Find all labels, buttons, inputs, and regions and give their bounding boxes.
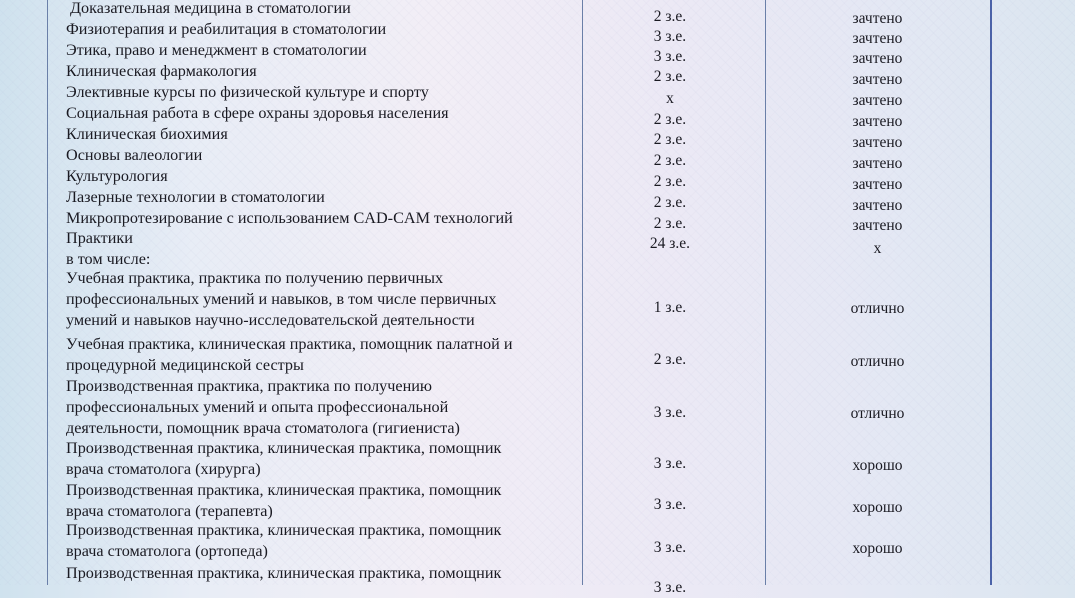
column-rule-left — [47, 0, 48, 585]
discipline-name — [66, 124, 578, 145]
grade-cell: хорошо — [852, 499, 903, 516]
credits-cell: 2 з.е. — [653, 173, 687, 190]
grade-cell: хорошо — [852, 457, 903, 474]
column-rule-credits-grade — [765, 0, 766, 585]
discipline-name-line: Производственная практика, клиническая практика, помощник — [66, 564, 502, 582]
discipline-name-line: врача стоматолога (хирурга) — [66, 460, 261, 478]
discipline-name-line: Основы валеологии — [66, 146, 203, 164]
discipline-name — [66, 228, 578, 270]
discipline-name-line: профессиональных умений и навыков, в том числе первичных — [66, 290, 497, 308]
discipline-name-line: Учебная практика, клиническая практика, помощник палатной и — [66, 335, 513, 353]
discipline-name-line: Микропротезирование с использованием CAD-CAM технологий — [66, 209, 513, 227]
discipline-name-line: Доказательная медицина в стоматологии — [70, 0, 351, 17]
grade-cell: х — [873, 240, 882, 257]
credits-cell: 3 з.е. — [653, 48, 687, 65]
credits-cell: 3 з.е. — [653, 496, 687, 513]
grade-cell: зачтено — [852, 10, 903, 27]
discipline-name — [66, 187, 578, 208]
column-rule-name-credits — [582, 0, 583, 585]
discipline-name — [66, 563, 578, 584]
discipline-name — [66, 145, 578, 166]
discipline-name-line: Производственная практика, клиническая практика, помощник — [66, 481, 502, 499]
discipline-name — [66, 208, 578, 229]
discipline-name — [66, 268, 578, 331]
discipline-name-line: процедурной медицинской сестры — [66, 356, 304, 374]
credits-cell: 2 з.е. — [653, 111, 687, 128]
credits-cell: 1 з.е. — [653, 299, 687, 316]
discipline-name-line: Элективные курсы по физической культуре и спорту — [66, 83, 429, 101]
discipline-name — [66, 166, 578, 187]
column-rule-right — [990, 0, 992, 585]
grade-cell: зачтено — [852, 113, 903, 130]
discipline-name-line: деятельности, помощник врача стоматолога (гигиениста) — [66, 419, 460, 437]
grade-cell: зачтено — [852, 92, 903, 109]
discipline-name-line: Клиническая биохимия — [66, 125, 228, 143]
credits-cell: 3 з.е. — [653, 455, 687, 472]
discipline-name-line: Практики — [66, 229, 133, 247]
discipline-name — [66, 334, 578, 376]
grade-cell: отлично — [850, 405, 905, 422]
credits-cell: 2 з.е. — [653, 68, 687, 85]
credits-cell: 2 з.е. — [653, 8, 687, 25]
discipline-name-line: Учебная практика, практика по получению первичных — [66, 269, 444, 287]
discipline-name-line: Социальная работа в сфере охраны здоровья населения — [66, 104, 449, 122]
discipline-name-line: в том числе: — [66, 250, 151, 268]
grade-cell: зачтено — [852, 71, 903, 88]
credits-cell: 2 з.е. — [653, 194, 687, 211]
discipline-name-line: Этика, право и менеджмент в стоматологии — [66, 41, 367, 59]
discipline-name — [66, 103, 578, 124]
discipline-name-line: Клиническая фармакология — [66, 62, 257, 80]
credits-cell: х — [666, 90, 674, 107]
grade-cell: хорошо — [852, 540, 903, 557]
discipline-name — [66, 520, 578, 562]
discipline-name — [66, 61, 578, 82]
discipline-name-line: Производственная практика, практика по получению — [66, 377, 432, 395]
grade-cell: отлично — [850, 353, 905, 370]
credits-cell: 2 з.е. — [653, 215, 687, 232]
discipline-name-line: Культурология — [66, 167, 168, 185]
grade-cell: зачтено — [852, 30, 903, 47]
credits-cell: 3 з.е. — [653, 404, 687, 421]
discipline-name-line: умений и навыков научно-исследовательской деятельности — [66, 311, 475, 329]
grade-cell: зачтено — [852, 134, 903, 151]
grade-cell: отлично — [850, 300, 905, 317]
grade-cell: зачтено — [852, 176, 903, 193]
discipline-name-line: Производственная практика, клиническая практика, помощник — [66, 521, 502, 539]
discipline-name-line: врача стоматолога (ортопеда) — [66, 542, 268, 560]
credits-cell: 3 з.е. — [653, 539, 687, 556]
credits-cell: 24 з.е. — [649, 235, 691, 252]
credits-cell: 2 з.е. — [653, 351, 687, 368]
grade-cell: зачтено — [852, 197, 903, 214]
credits-cell: 2 з.е. — [653, 131, 687, 148]
credits-cell: 3 з.е. — [653, 579, 687, 596]
discipline-name — [66, 376, 578, 439]
discipline-name — [66, 82, 578, 103]
discipline-name-line: врача стоматолога (терапевта) — [66, 502, 273, 520]
discipline-name — [70, 0, 582, 19]
discipline-name — [66, 19, 578, 40]
discipline-name-line: Физиотерапия и реабилитация в стоматологии — [66, 20, 387, 38]
discipline-name — [66, 480, 578, 522]
credits-cell: 2 з.е. — [653, 152, 687, 169]
discipline-name-line: Лазерные технологии в стоматологии — [66, 188, 325, 206]
discipline-name — [66, 40, 578, 61]
grade-cell: зачтено — [852, 155, 903, 172]
credits-cell: 3 з.е. — [653, 28, 687, 45]
grade-cell: зачтено — [852, 50, 903, 67]
discipline-name — [66, 438, 578, 480]
grade-cell: зачтено — [852, 217, 903, 234]
discipline-name-line: профессиональных умений и опыта профессиональной — [66, 398, 449, 416]
discipline-name-line: Производственная практика, клиническая практика, помощник — [66, 439, 502, 457]
